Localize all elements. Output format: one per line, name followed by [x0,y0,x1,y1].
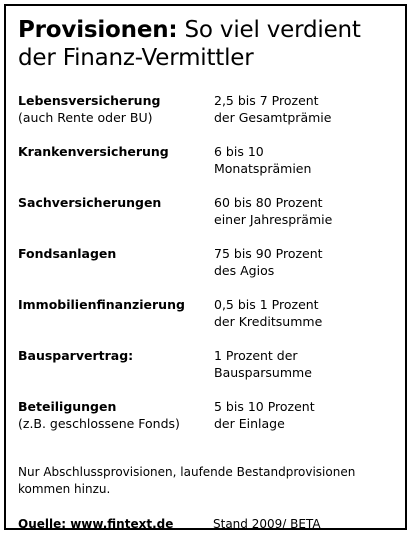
row-value-line1: 60 bis 80 Prozent [214,195,323,210]
row-value-line1: 5 bis 10 Prozent [214,399,315,414]
row-value-line1: 0,5 bis 1 Prozent [214,297,319,312]
title-line2: der Finanz-Vermittler [18,45,254,71]
row-value-line1: 6 bis 10 [214,144,264,159]
row-label: Bausparvertrag: [18,348,134,363]
row-label-block [18,143,208,160]
row-value-line1: 75 bis 90 Prozent [214,246,323,261]
row-value-line2: einer Jahresprämie [214,212,333,227]
row-label: Immobilienfinanzierung [18,297,185,312]
row-value-line2: der Kreditsumme [214,314,323,329]
row-label: Lebensversicherung [18,93,161,108]
title-lead: Provisionen: [18,17,178,43]
row-label-block [18,92,208,126]
row-value-block [214,245,404,279]
row-label: Krankenversicherung [18,144,169,159]
row-value-line1: 2,5 bis 7 Prozent [214,93,319,108]
row-sublabel: (z.B. geschlossene Fonds) [18,416,180,431]
row-value-block [214,92,404,126]
footnote: Nur Abschlussprovisionen, laufende Bestandprovisionen kommen hinzu. [18,465,356,496]
row-label: Fondsanlagen [18,246,117,261]
row-value-block [214,143,404,177]
row-value-block [214,347,404,381]
row-value-block [214,194,404,228]
row-label-block [18,245,208,262]
row-value-line2: Bausparsumme [214,365,312,380]
source-label: Quelle: www.fintext.de [18,517,174,531]
row-value-line1: 1 Prozent der [214,348,298,363]
title-rest: So viel verdient [184,17,361,43]
commission-list [18,92,403,449]
page-title [18,16,398,72]
status-label: Stand 2009/ BETA [213,517,321,531]
row-value-line2: des Agios [214,263,275,278]
row-immobilienfinanzierung [18,296,403,347]
row-beteiligungen [18,398,403,449]
row-value-line2: Monatsprämien [214,161,312,176]
row-lebensversicherung [18,92,403,143]
row-sachversicherungen [18,194,403,245]
row-label-block [18,347,208,364]
row-value-block [214,398,404,432]
row-value-block [214,296,404,330]
row-label-block [18,398,208,432]
row-value-line2: der Gesamtprämie [214,110,332,125]
row-label: Beteiligungen [18,399,117,414]
infobox-frame [4,4,407,530]
row-bausparvertrag [18,347,403,398]
row-label-block [18,296,208,313]
row-label: Sachversicherungen [18,195,162,210]
row-krankenversicherung [18,143,403,194]
row-fondsanlagen [18,245,403,296]
row-label-block [18,194,208,211]
row-value-line2: der Einlage [214,416,285,431]
row-sublabel: (auch Rente oder BU) [18,110,153,125]
